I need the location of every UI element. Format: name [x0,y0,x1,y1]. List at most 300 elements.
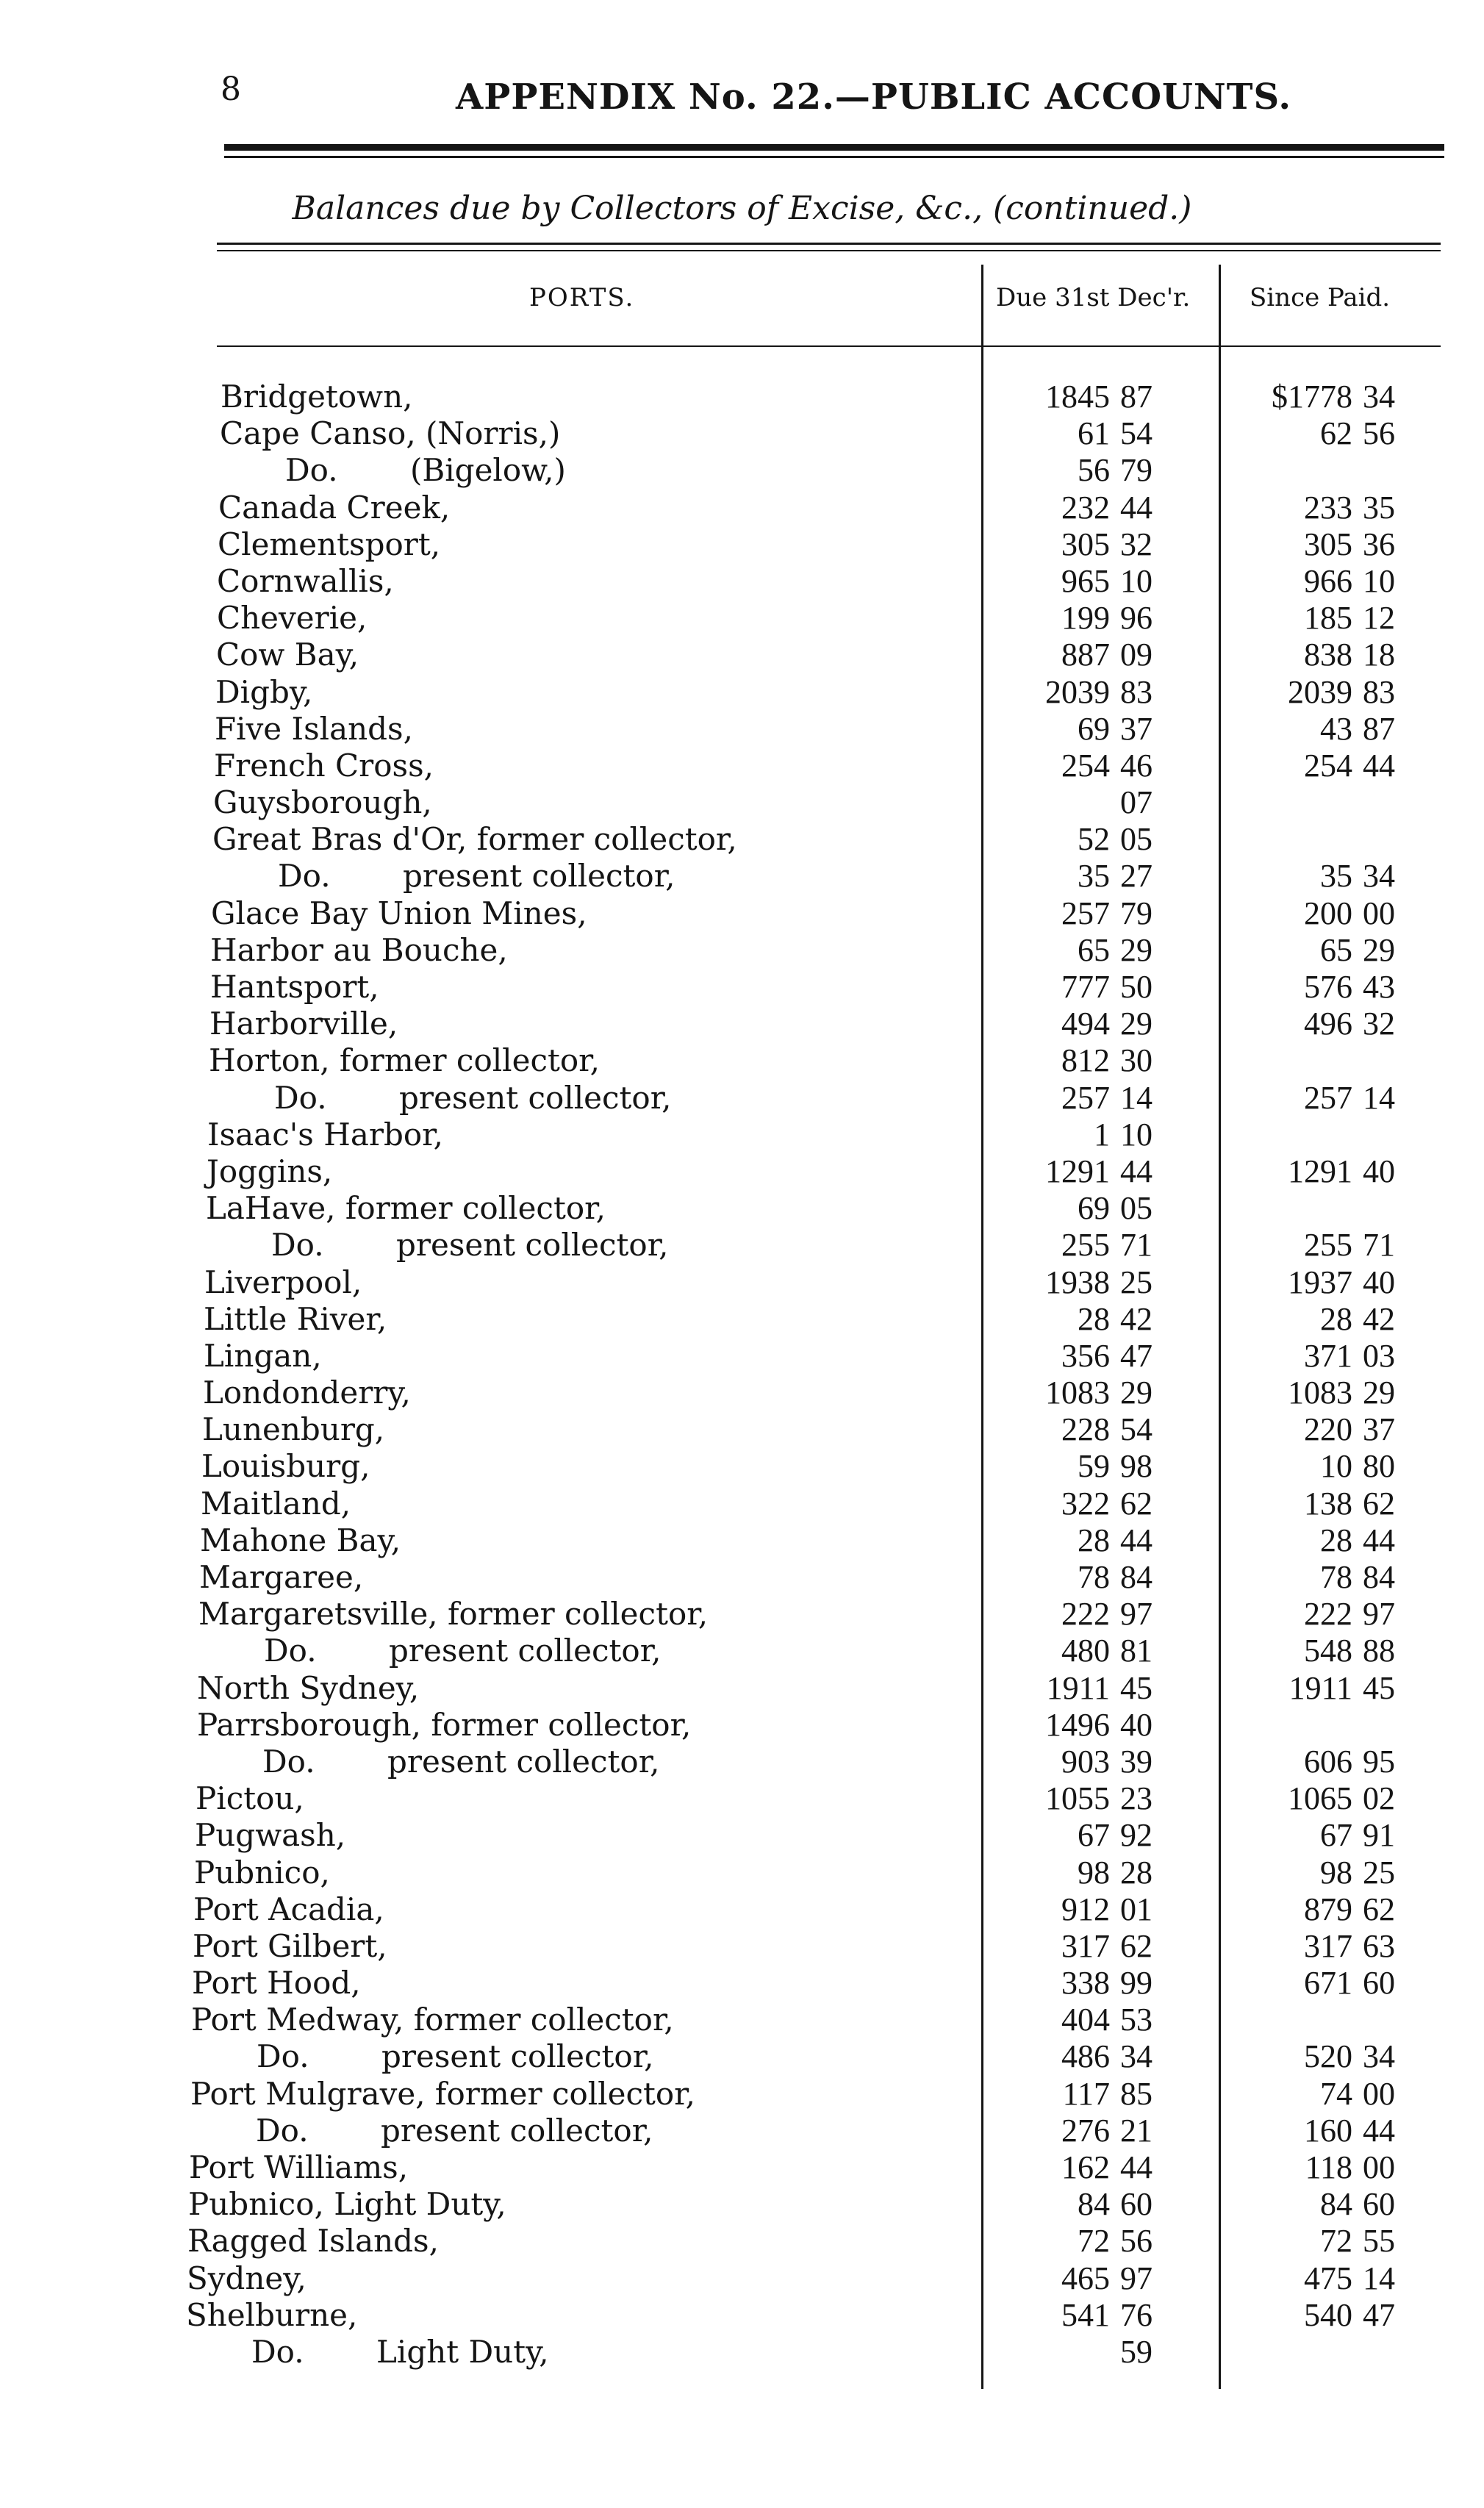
paid-amount-cents: 62 [1363,1891,1395,1927]
paid-amount-dollars: 10 [1320,1448,1352,1485]
due-amount-dollars: 494 [1061,1006,1110,1042]
paid-amount-cents: 80 [1363,1448,1395,1485]
paid-amount-dollars: 838 [1304,637,1352,673]
paid-amount-dollars: 200 [1304,895,1352,931]
due-amount-dollars: 257 [1061,895,1110,931]
paid-amount-cents: 56 [1363,415,1395,452]
collector-note: present collector, [381,2112,653,2149]
table-row [0,1448,1484,1485]
port-name: Harbor au Bouche, [210,931,508,968]
paid-amount-dollars: 2039 [1288,673,1352,710]
header-bottom-rule [217,345,1441,347]
table-row [0,1227,1484,1264]
port-name: Harborville, [209,1006,398,1042]
table-row [0,379,1484,415]
paid-amount-dollars: 371 [1304,1337,1352,1374]
due-amount [1000,784,1164,821]
due-amount-cents: 27 [1120,858,1153,895]
table-row [0,1153,1484,1190]
table-row [0,1559,1484,1596]
table-row [0,2113,1484,2149]
paid-amount [1242,1596,1407,1633]
port-name: Port Mulgrave, former collector, [190,2075,695,2112]
table-row [0,748,1484,784]
port-name: Pictou, [196,1780,304,1817]
due-amount [1000,563,1164,600]
running-title: APPENDIX No. 22.—PUBLIC ACCOUNTS. [456,76,1292,118]
paid-amount-cents: 34 [1363,379,1395,415]
due-amount [1000,1042,1164,1079]
paid-amount-cents: 44 [1363,747,1395,784]
table-row [0,2076,1484,2113]
due-amount-cents: 34 [1120,2038,1153,2075]
due-amount [1000,1375,1164,1411]
due-amount-cents: 83 [1120,673,1153,710]
due-amount-dollars: 486 [1061,2038,1110,2075]
port-name: Mahone Bay, [200,1522,401,1558]
paid-amount-cents: 60 [1363,2186,1395,2223]
table-row [0,1301,1484,1338]
port-name: Margaree, [199,1559,364,1595]
paid-amount [1242,1338,1407,1375]
port-name: Do. [271,1227,324,1264]
due-amount [1000,969,1164,1006]
paid-amount [1242,1780,1407,1817]
paid-amount [1242,711,1407,748]
due-amount [1000,1006,1164,1042]
due-amount-cents: 44 [1120,489,1153,526]
table-row [0,1522,1484,1559]
due-amount [1000,526,1164,563]
paid-amount-cents: 63 [1363,1927,1395,1964]
due-amount [1000,637,1164,673]
due-amount [1000,452,1164,489]
due-amount-cents: 10 [1120,562,1153,599]
due-amount-dollars: 117 [1062,2075,1110,2112]
port-name: Pubnico, [194,1854,330,1891]
table-row [0,563,1484,600]
port-name: Parrsborough, former collector, [197,1706,692,1743]
table-row [0,2223,1484,2260]
column-header-paid: Since Paid. [1250,283,1391,312]
paid-amount-dollars: 43 [1320,710,1352,747]
due-amount-dollars: 232 [1061,489,1110,526]
paid-amount-dollars: 233 [1304,489,1352,526]
paid-amount [1242,1965,1407,2002]
table-row [0,1780,1484,1817]
table-row [0,1117,1484,1153]
due-amount-dollars: 912 [1061,1891,1110,1927]
paid-amount-cents: 29 [1363,931,1395,968]
due-amount-dollars: 1055 [1045,1780,1110,1817]
paid-amount-cents: 43 [1363,969,1395,1005]
due-amount-dollars: 541 [1061,2296,1110,2333]
port-name: Pugwash, [195,1817,346,1854]
port-name: Port Hood, [192,1965,361,2002]
port-name: Cow Bay, [216,637,359,673]
page-number: 8 [221,71,241,108]
table-row [0,1190,1484,1227]
table-row [0,2149,1484,2186]
due-amount [1000,2002,1164,2038]
table-row [0,1596,1484,1633]
paid-amount-cents: 62 [1363,1485,1395,1522]
due-amount [1000,1117,1164,1153]
paid-amount-dollars: 671 [1304,1965,1352,2002]
paid-amount-cents: 32 [1363,1006,1395,1042]
table-row [0,1855,1484,1891]
port-name: Margaretsville, former collector, [198,1596,709,1633]
paid-amount-dollars: 1083 [1288,1375,1352,1411]
due-amount-dollars: 222 [1061,1596,1110,1633]
due-amount-cents: 85 [1120,2075,1153,2112]
paid-amount-cents: 36 [1363,526,1395,562]
due-amount-cents: 29 [1120,1006,1153,1042]
port-name: Do. [257,2038,309,2075]
due-amount [1000,1448,1164,1485]
paid-amount [1242,490,1407,526]
table-row [0,1486,1484,1522]
table-row [0,490,1484,526]
due-amount-dollars: 276 [1061,2112,1110,2149]
due-amount-dollars: 1938 [1045,1264,1110,1300]
due-amount-dollars: 322 [1061,1485,1110,1522]
table-row [0,1338,1484,1375]
due-amount-cents: 98 [1120,1448,1153,1485]
header-rule-thin [224,156,1444,158]
due-amount-cents: 79 [1120,452,1153,489]
paid-amount-dollars: 305 [1304,526,1352,562]
due-amount [1000,1486,1164,1522]
paid-amount-cents: 91 [1363,1817,1395,1854]
collector-note: present collector, [403,858,675,895]
paid-amount-cents: 25 [1363,1854,1395,1891]
due-amount-dollars: 480 [1061,1633,1110,1669]
paid-amount [1242,2113,1407,2149]
paid-amount-cents: 12 [1363,600,1395,637]
paid-amount-dollars: 84 [1320,2186,1352,2223]
paid-amount [1242,2149,1407,2186]
paid-amount [1242,2223,1407,2260]
due-amount-cents: 09 [1120,637,1153,673]
paid-amount-cents: 55 [1363,2223,1395,2260]
port-name: Guysborough, [213,784,432,821]
due-amount-cents: 39 [1120,1743,1153,1780]
paid-amount [1242,1891,1407,1928]
table-row [0,1042,1484,1079]
due-amount-dollars: 404 [1061,2002,1110,2038]
due-amount-cents: 56 [1120,2223,1153,2260]
due-amount [1000,490,1164,526]
paid-amount-cents: 42 [1363,1300,1395,1337]
due-amount-cents: 25 [1120,1264,1153,1300]
paid-amount [1242,1375,1407,1411]
paid-amount [1242,1633,1407,1669]
paid-amount-cents: 95 [1363,1743,1395,1780]
due-amount-cents: 14 [1120,1079,1153,1116]
paid-amount-cents: 00 [1363,2149,1395,2185]
table-row [0,2038,1484,2075]
due-amount-dollars: 887 [1061,637,1110,673]
due-amount-dollars: 338 [1061,1965,1110,2002]
collector-note: present collector, [399,1079,672,1116]
port-name: Port Williams, [189,2149,409,2185]
port-name: Port Acadia, [193,1891,384,1927]
port-name: Little River, [204,1300,387,1337]
paid-amount-cents: 35 [1363,489,1395,526]
table-row [0,1965,1484,2002]
table-body [0,379,1484,2371]
table-row [0,1928,1484,1965]
due-amount-cents: 79 [1120,895,1153,931]
port-name: Cornwallis, [217,562,394,599]
table-row [0,2186,1484,2223]
due-amount-dollars: 199 [1061,600,1110,637]
due-amount-cents: 10 [1120,1116,1153,1153]
table-row [0,1080,1484,1117]
due-amount-dollars: 1496 [1045,1706,1110,1743]
due-amount-cents: 50 [1120,969,1153,1005]
paid-amount-cents: 18 [1363,637,1395,673]
paid-amount-dollars: 255 [1304,1227,1352,1264]
paid-amount-dollars: 540 [1304,2296,1352,2333]
port-name: Five Islands, [215,710,413,747]
due-amount-dollars: 69 [1078,710,1110,747]
paid-amount-dollars: 28 [1320,1522,1352,1558]
due-amount-dollars: 56 [1078,452,1110,489]
due-amount-cents: 21 [1120,2112,1153,2149]
due-amount [1000,858,1164,895]
due-amount [1000,1596,1164,1633]
due-amount-cents: 46 [1120,747,1153,784]
port-name: Liverpool, [204,1264,362,1300]
due-amount-dollars: 69 [1078,1190,1110,1227]
due-amount-cents: 60 [1120,2186,1153,2223]
table-row [0,1817,1484,1854]
due-amount [1000,2297,1164,2334]
due-amount-dollars: 98 [1078,1854,1110,1891]
due-amount-dollars: 356 [1061,1337,1110,1374]
port-name: Digby, [215,673,313,710]
due-amount-dollars: 28 [1078,1300,1110,1337]
paid-amount-cents: 84 [1363,1559,1395,1595]
paid-amount-dollars: 185 [1304,600,1352,637]
paid-amount-dollars: 879 [1304,1891,1352,1927]
due-amount [1000,2260,1164,2297]
paid-amount [1242,1006,1407,1042]
paid-amount-dollars: 160 [1304,2112,1352,2149]
port-name: Maitland, [201,1485,351,1522]
due-amount-dollars: 52 [1078,821,1110,858]
port-name: Joggins, [207,1153,333,1189]
paid-amount-cents: 03 [1363,1337,1395,1374]
due-amount [1000,1227,1164,1264]
paid-amount-cents: 44 [1363,1522,1395,1558]
due-amount-dollars: 78 [1078,1559,1110,1595]
paid-amount-cents: 29 [1363,1375,1395,1411]
paid-amount [1242,674,1407,711]
paid-amount-dollars: 138 [1304,1485,1352,1522]
port-name: Do. [274,1079,327,1116]
paid-amount-dollars: 520 [1304,2038,1352,2075]
due-amount [1000,1411,1164,1448]
due-amount-dollars: 1911 [1046,1669,1110,1706]
due-amount-cents: 87 [1120,379,1153,415]
paid-amount-dollars: 1937 [1288,1264,1352,1300]
paid-amount-cents: 60 [1363,1965,1395,2002]
table-row [0,452,1484,489]
table-row [0,821,1484,858]
due-amount-dollars: 2039 [1045,673,1110,710]
paid-amount-cents: 40 [1363,1153,1395,1189]
column-header-due: Due 31st Dec'r. [996,283,1191,312]
table-row [0,526,1484,563]
due-amount-dollars: 72 [1078,2223,1110,2260]
due-amount-cents: 29 [1120,931,1153,968]
paid-amount-cents: 10 [1363,562,1395,599]
paid-amount-dollars: 118 [1305,2149,1352,2185]
due-amount-dollars: 228 [1061,1411,1110,1448]
due-amount [1000,379,1164,415]
port-name: Bridgetown, [221,379,413,415]
paid-amount [1242,1264,1407,1301]
due-amount-cents: 76 [1120,2296,1153,2333]
due-amount [1000,821,1164,858]
due-amount-cents: 62 [1120,1927,1153,1964]
port-name: Canada Creek, [218,489,451,526]
paid-amount-dollars: 606 [1304,1743,1352,1780]
port-name: Port Gilbert, [193,1927,387,1964]
due-amount-dollars: 254 [1061,747,1110,784]
due-amount-cents: 99 [1120,1965,1153,2002]
due-amount [1000,1817,1164,1854]
port-name: Do. [256,2112,309,2149]
paid-amount-cents: 45 [1363,1669,1395,1706]
due-amount-dollars: 255 [1061,1227,1110,1264]
due-amount-dollars: 317 [1061,1927,1110,1964]
port-name: Glace Bay Union Mines, [211,895,587,931]
due-amount [1000,2149,1164,2186]
paid-amount [1242,637,1407,673]
table-row [0,1744,1484,1780]
due-amount-dollars: 61 [1078,415,1110,452]
paid-amount-dollars: 65 [1320,931,1352,968]
paid-amount-cents: 40 [1363,1264,1395,1300]
paid-amount [1242,895,1407,932]
paid-amount-cents: 71 [1363,1227,1395,1264]
due-amount-cents: 05 [1120,1190,1153,1227]
port-name: Horton, former collector, [209,1042,600,1079]
paid-amount [1242,2038,1407,2075]
port-name: North Sydney, [197,1669,420,1706]
paid-amount-dollars: 222 [1304,1596,1352,1633]
due-amount [1000,1301,1164,1338]
due-amount-cents: 40 [1120,1706,1153,1743]
due-amount-cents: 54 [1120,415,1153,452]
port-name: Pubnico, Light Duty, [188,2186,506,2223]
due-amount-cents: 29 [1120,1375,1153,1411]
due-amount-dollars: 65 [1078,931,1110,968]
due-amount-dollars: 777 [1061,969,1110,1005]
paid-amount [1242,2297,1407,2334]
paid-amount [1242,1301,1407,1338]
due-amount-dollars: 35 [1078,858,1110,895]
due-amount-dollars: 812 [1061,1042,1110,1079]
due-amount-cents: 62 [1120,1485,1153,1522]
paid-amount [1242,1522,1407,1559]
due-amount [1000,2334,1164,2371]
due-amount [1000,1670,1164,1707]
table-row [0,711,1484,748]
port-name: Cape Canso, (Norris,) [220,415,561,452]
port-name: Louisburg, [201,1448,370,1485]
paid-amount [1242,563,1407,600]
due-amount [1000,748,1164,784]
due-amount-cents: 45 [1120,1669,1153,1706]
paid-amount-cents: 47 [1363,2296,1395,2333]
port-name: Lingan, [204,1337,322,1374]
paid-amount-cents: 44 [1363,2112,1395,2149]
table-row [0,2297,1484,2334]
due-amount-cents: 59 [1120,2333,1153,2370]
paid-amount-dollars: 966 [1304,562,1352,599]
due-amount-cents: 53 [1120,2002,1153,2038]
table-row [0,1411,1484,1448]
table-row [0,969,1484,1006]
paid-amount-dollars: 548 [1304,1633,1352,1669]
paid-amount [1242,1817,1407,1854]
paid-amount-cents: 97 [1363,1596,1395,1633]
paid-amount [1242,1670,1407,1707]
port-name: Do. [251,2333,304,2370]
due-amount-cents: 37 [1120,710,1153,747]
collector-note: Light Duty, [376,2333,549,2370]
paid-amount [1242,969,1407,1006]
due-amount-dollars: 84 [1078,2186,1110,2223]
due-amount [1000,1707,1164,1744]
paid-amount-dollars: 78 [1320,1559,1352,1595]
port-name: Sydney, [187,2260,307,2296]
paid-amount-dollars: 35 [1320,858,1352,895]
port-name: Do. [264,1633,317,1669]
due-amount [1000,1633,1164,1669]
paid-amount [1242,1486,1407,1522]
due-amount [1000,2076,1164,2113]
paid-amount-dollars: 1065 [1288,1780,1352,1817]
paid-amount-dollars: 72 [1320,2223,1352,2260]
due-amount-cents: 07 [1120,784,1153,821]
due-amount-cents: 44 [1120,1522,1153,1558]
due-amount [1000,2186,1164,2223]
table-top-rule [217,243,1441,245]
paid-amount [1242,748,1407,784]
port-name: Isaac's Harbor, [207,1116,443,1153]
due-amount [1000,2113,1164,2149]
due-amount [1000,1522,1164,1559]
paid-amount [1242,1080,1407,1117]
due-amount-cents: 28 [1120,1854,1153,1891]
collector-note: present collector, [381,2038,654,2075]
table-row [0,637,1484,673]
port-name: Ragged Islands, [187,2223,439,2260]
paid-amount [1242,415,1407,452]
due-amount-cents: 01 [1120,1891,1153,1927]
paid-amount [1242,1448,1407,1485]
paid-amount [1242,1227,1407,1264]
paid-amount [1242,932,1407,969]
due-amount [1000,1855,1164,1891]
table-row [0,674,1484,711]
